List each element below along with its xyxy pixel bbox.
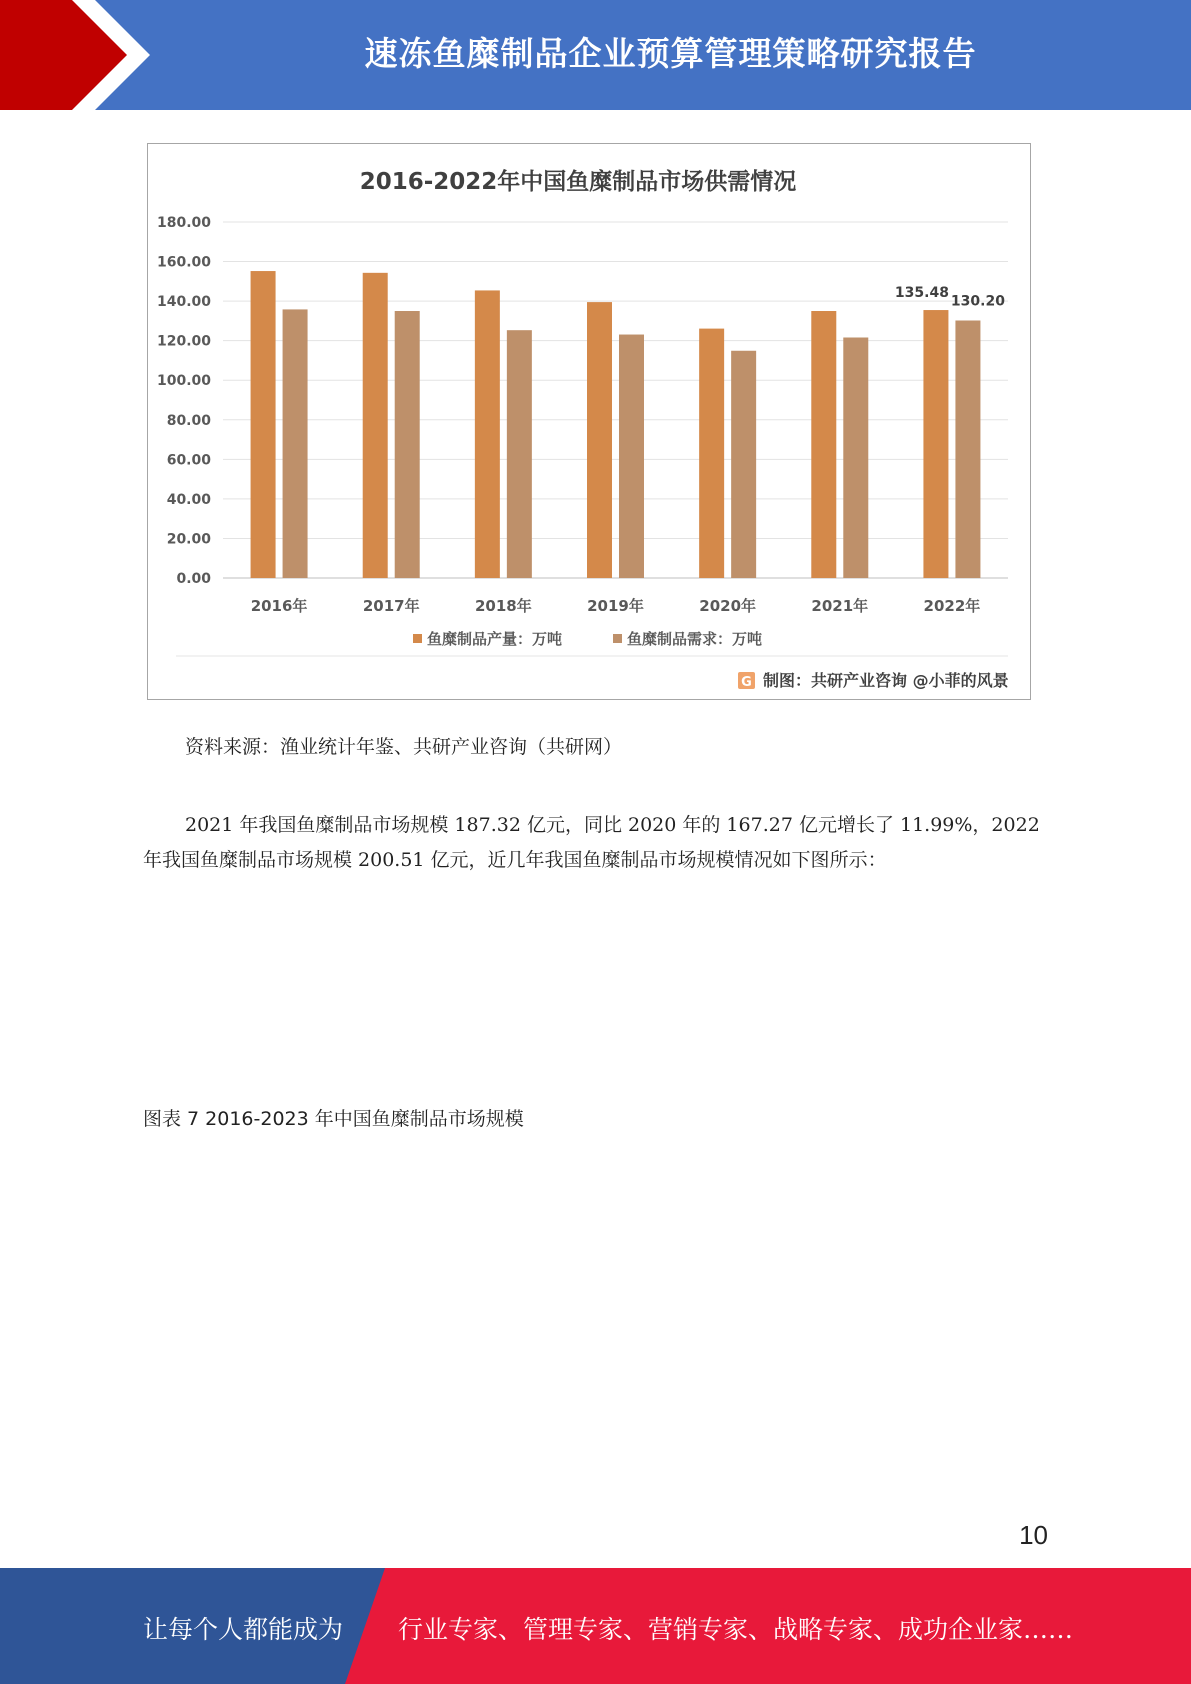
bar-production [923,310,948,578]
x-tick-label: 2017年 [362,597,420,615]
bar-production [475,290,500,578]
legend [413,630,762,648]
chart-title: 2016-2022年中国鱼糜制品市场供需情况 [359,169,797,195]
bar-production [363,273,388,578]
bar-demand [731,351,756,578]
footer-slogan-right: 行业专家、管理专家、营销专家、战略专家、成功企业家…… [398,1615,1074,1644]
footer-slogan-left: 让每个人都能成为 [143,1615,344,1644]
chart-frame [147,143,1031,700]
x-tick-label: 2016年 [250,597,308,615]
y-tick-label: 60.00 [166,452,211,469]
x-tick-label: 2021年 [811,597,869,615]
y-tick-label: 100.00 [156,373,211,390]
y-tick-label: 140.00 [156,294,211,311]
y-tick-label: 120.00 [156,333,211,350]
y-tick-label: 0.00 [176,571,211,587]
header-band [0,0,1191,110]
body-paragraph: 2021 年我国鱼糜制品市场规模 187.32 亿元，同比 2020 年的 167.27 亿元增长了 11.99%，2022 年我国鱼糜制品市场规模 200.51 亿元，近几年我国鱼糜制品市场规模情况如下图所示： [143,814,1040,871]
bar-demand [283,309,308,578]
bar-demand [619,335,644,578]
y-tick-label: 160.00 [156,254,211,271]
bar-demand [843,338,868,578]
watermark-logo-letter: G [741,675,752,690]
bar-demand [395,311,420,578]
bar-production [587,302,612,578]
y-tick-label: 40.00 [166,491,211,508]
bar-production [699,329,724,578]
bar-production [251,271,276,578]
report-title: 速冻鱼糜制品企业预算管理策略研究报告 [364,34,977,73]
watermark [738,671,1009,690]
x-tick-label: 2022年 [923,597,981,615]
x-axis-ticks [251,597,981,615]
y-tick-label: 180.00 [156,215,211,231]
x-tick-label: 2020年 [699,597,757,615]
supply-demand-chart [148,144,1032,701]
bar-demand [955,320,980,578]
legend-swatch [613,634,622,643]
y-tick-label: 20.00 [166,531,211,548]
footer-band [0,1568,1191,1684]
figure-caption: 图表 7 2016-2023 年中国鱼糜制品市场规模 [143,1108,524,1130]
bars [251,271,981,578]
data-label: 130.20 [950,293,1005,310]
bar-demand [507,330,532,578]
x-tick-label: 2019年 [587,597,644,615]
data-labels [895,285,1005,309]
legend-swatch [413,634,422,643]
y-axis-ticks [157,215,211,587]
legend-label: 鱼糜制品需求：万吨 [627,630,763,648]
bar-production [811,311,836,578]
page-number: 10 [1019,1520,1048,1550]
grid-lines [223,222,1008,578]
data-label: 135.48 [894,285,949,302]
legend-label: 鱼糜制品产量：万吨 [427,630,563,648]
source-note: 资料来源：渔业统计年鉴、共研产业咨询（共研网） [185,736,623,758]
watermark-text: 制图：共研产业咨询 @小菲的风景 [763,671,1009,690]
y-tick-label: 80.00 [166,412,211,429]
x-tick-label: 2018年 [474,597,532,615]
